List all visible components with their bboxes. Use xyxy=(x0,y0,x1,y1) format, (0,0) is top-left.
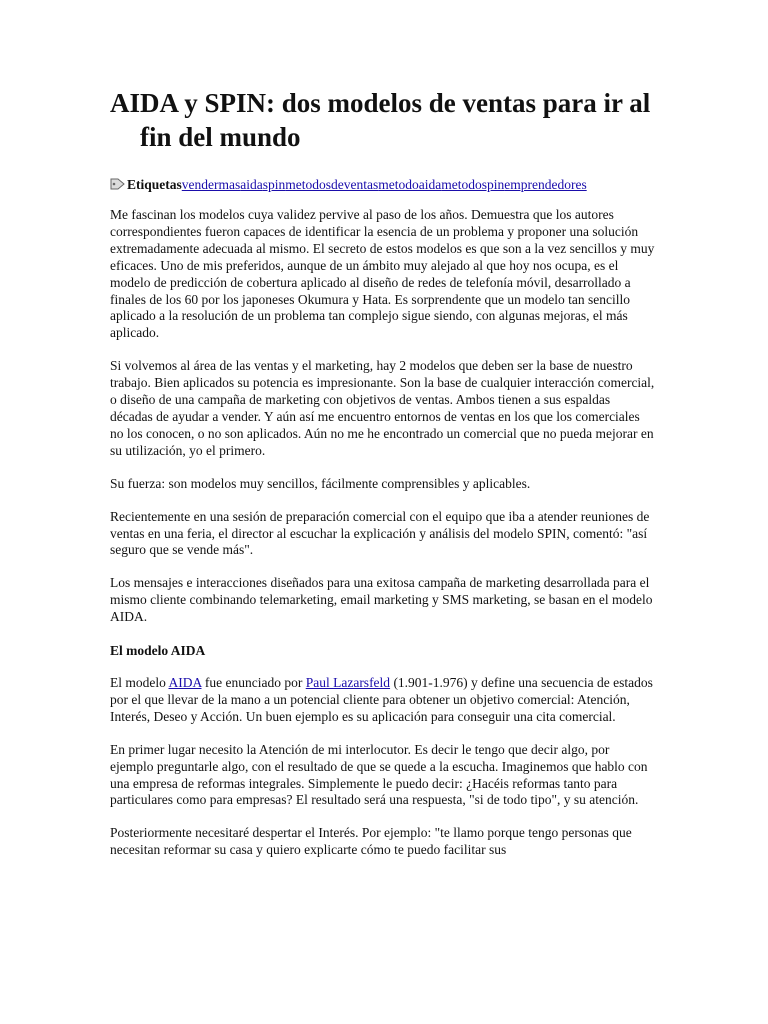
tag-icon xyxy=(110,178,126,190)
section-heading-aida: El modelo AIDA xyxy=(110,643,206,659)
tag-link-vendermas[interactable]: vendermas xyxy=(181,177,241,192)
document-page xyxy=(110,86,656,875)
paragraph-aida-campaign: Los mensajes e interacciones diseñados para una exitosa campaña de marketing desarrollada para el mismo cliente combinando telemarketing, email marketing y SMS marketing, se basan en el modelo AIDA. xyxy=(110,575,653,625)
paragraph-attention: En primer lugar necesito la Atención de mi interlocutor. Es decir le tengo que decir algo, por ejemplo preguntarle algo, con el resultado de que se quede a la escucha. Imaginemos que hablo con una empresa de reformas integrales. Simplemente le puedo decir: ¿Hacéis reformas tanto para particulares como para empresas? El resultado será una respuesta, "si de todo tipo", y su atención. xyxy=(110,741,648,808)
tag-link-metodospin[interactable]: metodospin xyxy=(441,177,505,192)
tags-label: Etiquetas xyxy=(127,177,182,192)
tag-link-aida[interactable]: aida xyxy=(240,177,263,192)
tags-row xyxy=(110,176,656,194)
aida-text-start: El modelo xyxy=(110,675,169,691)
paragraph-interest: Posteriormente necesitaré despertar el Interés. Por ejemplo: "te llamo porque tengo personas que necesitan reformar su casa y quiero explicarte cómo te puedo facilitar sus xyxy=(110,825,632,858)
paul-lazarsfeld-link[interactable]: Paul Lazarsfeld xyxy=(305,675,391,691)
tag-link-metodosdeventas[interactable]: metodosdeventas xyxy=(285,177,379,192)
tag-link-emprendedores[interactable]: emprendedores xyxy=(504,177,587,192)
aida-link[interactable]: AIDA xyxy=(168,675,202,691)
paragraph-aida-definition xyxy=(110,675,656,726)
aida-text-between: fue enunciado por xyxy=(201,675,306,691)
paragraph-intro: Me fascinan los modelos cuya validez pervive al paso de los años. Demuestra que los autores correspondientes fueron capaces de identificar la esencia de un problema y proponer una solución extremadamente adecuada al mismo. El secreto de estos modelos es que son a la vez sencillos y muy eficaces. Uno de mis preferidos, aunque de un ámbito muy alejado al que hoy nos ocupa, es el modelo de predicción de cobertura aplicado al diseño de redes de telefonía móvil, desarrollado a finales de los 60 por los japoneses Okumura y Hata. Es sorprendente que un modelo tan sencillo aplicado a la resolución de un problema tan complejo sigue siendo, con algunas mejoras, el más aplicado. xyxy=(110,207,655,341)
tag-link-metodoaida[interactable]: metodoaida xyxy=(378,177,442,192)
aida-text-end: (1.901-1.976) y define una secuencia de estados por el que llevar de la mano a un potencial cliente para obtener un objetivo comercial: Atención, Interés, Deseo y Acción. Un buen ejemplo es su aplicación para conseguir una cita comercial. xyxy=(110,675,653,724)
paragraph-spin-session: Recientemente en una sesión de preparación comercial con el equipo que iba a atender reuniones de ventas en una feria, el director al escuchar la explicación y análisis del modelo SPIN, comentó: "así seguro que se vende más". xyxy=(110,508,650,558)
paragraph-two-models: Si volvemos al área de las ventas y el marketing, hay 2 modelos que deben ser la base de nuestro trabajo. Bien aplicados su potencia es impresionante. Son la base de cualquier interacción comercial, o diseño de una campaña de marketing con objetivos de ventas. Ambos tienen a sus espaldas décadas de ayudar a vender. Y aún así me encuentro entornos de ventas en los que los comerciales no los conocen, o no son aplicados. Aún no me he encontrado un comercial que no pueda mejorar en su utilización, yo el primero. xyxy=(110,358,655,458)
page-title: AIDA y SPIN: dos modelos de ventas para ir al fin del mundo xyxy=(110,88,651,152)
paragraph-strength: Su fuerza: son modelos muy sencillos, fácilmente comprensibles y aplicables. xyxy=(110,475,531,491)
tag-link-spin[interactable]: spin xyxy=(262,177,286,192)
